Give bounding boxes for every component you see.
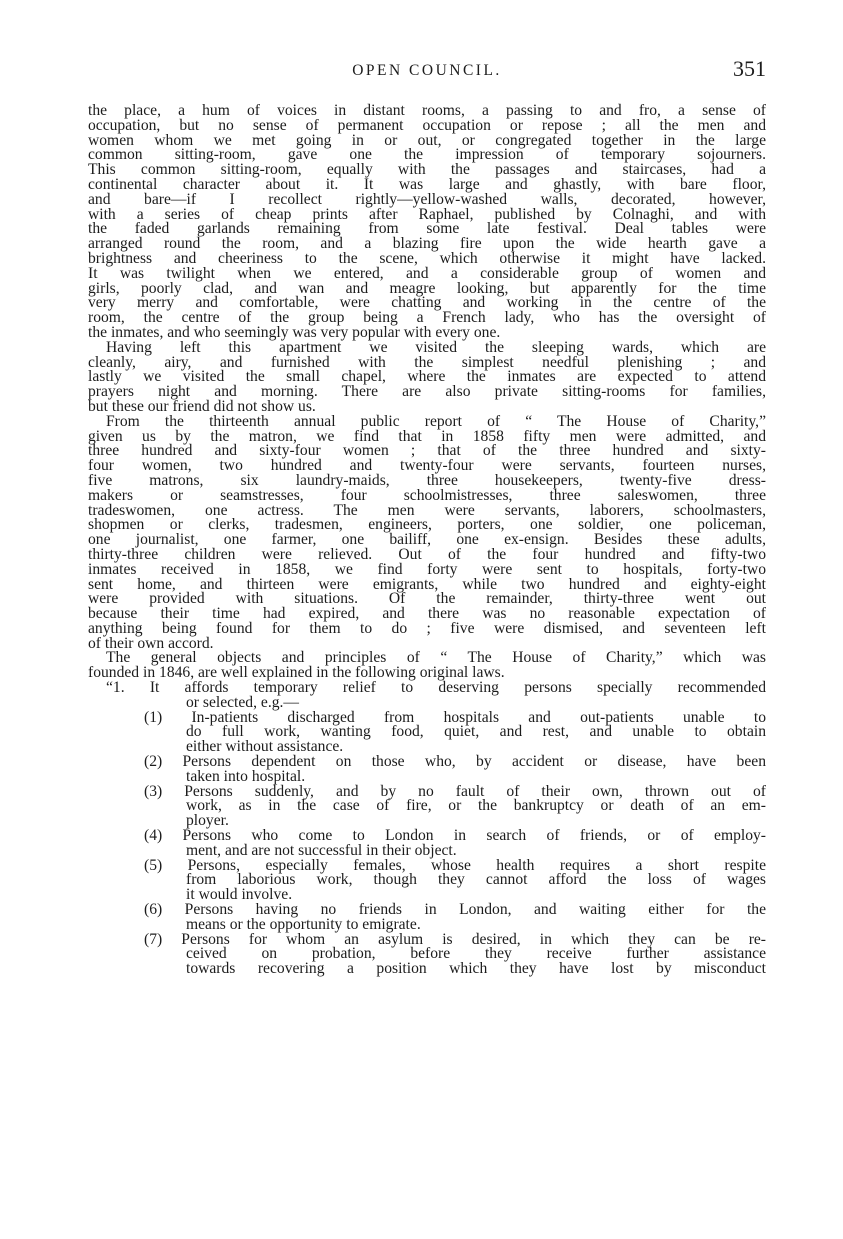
text-line: (5) Persons, especially females, whose health requires a short respite bbox=[144, 856, 766, 874]
text-line: means or the opportunity to emigrate. bbox=[186, 915, 421, 933]
text-line: given us by the matron, we find that in 1858 fifty men were admitted, and bbox=[88, 427, 766, 445]
body-text bbox=[88, 104, 766, 977]
text-line: cleanly, airy, and furnished with the simplest needful plenishing ; and bbox=[88, 353, 766, 371]
text-line: either without assistance. bbox=[186, 738, 344, 756]
text-line: and bare—if I recollect rightly—yellow-washed walls, decorated, however, bbox=[88, 190, 766, 208]
text-line: arranged round the room, and a blazing fire upon the wide hearth gave a bbox=[88, 235, 766, 253]
text-line: very merry and comfortable, were chatting and working in the centre of the bbox=[88, 294, 766, 312]
running-head: OPEN COUNCIL. bbox=[352, 62, 502, 79]
text-line: (4) Persons who come to London in search of friends, or of employ- bbox=[144, 827, 766, 845]
text-line: it would involve. bbox=[186, 886, 293, 904]
page-header bbox=[88, 56, 766, 86]
text-line: or selected, e.g.— bbox=[186, 693, 300, 711]
text-line: the inmates, and who seemingly was very popular with every one. bbox=[88, 323, 501, 341]
text-line: shopmen or clerks, tradesmen, engineers, porters, one soldier, one policeman, bbox=[88, 516, 766, 534]
text-line: inmates received in 1858, we find forty were sent to hospitals, forty-two bbox=[88, 560, 766, 578]
text-line: the place, a hum of voices in distant rooms, a passing to and fro, a sense of bbox=[88, 102, 766, 119]
text-line: do full work, wanting food, quiet, and rest, and unable to obtain bbox=[186, 723, 766, 741]
text-line: taken into hospital. bbox=[186, 767, 306, 785]
text-line: The general objects and principles of “ The House of Charity,” which was bbox=[106, 649, 766, 667]
text-line: work, as in the case of fire, or the bankruptcy or death of an em- bbox=[186, 797, 766, 815]
text-line: common sitting-room, gave one the impression of temporary sojourners. bbox=[88, 146, 766, 164]
text-line: because their time had expired, and there was no reasonable expectation of bbox=[88, 605, 766, 623]
text-line: the faded garlands remaining from some late festival. Deal tables were bbox=[88, 220, 766, 238]
text-line: ployer. bbox=[186, 812, 229, 830]
text-line: from laborious work, though they cannot afford the loss of wages bbox=[186, 871, 766, 889]
text-line: ceived on probation, before they receive further assistance bbox=[186, 945, 766, 963]
text-line: lastly we visited the small chapel, where the inmates are expected to attend bbox=[88, 368, 766, 386]
text-line: room, the centre of the group being a French lady, who has the oversight of bbox=[88, 309, 766, 327]
text-line: occupation, but no sense of permanent occupation or repose ; all the men and bbox=[88, 116, 766, 134]
text-line: This common sitting-room, equally with the passages and staircases, had a bbox=[88, 161, 766, 179]
text-line: were provided with situations. Of the remainder, thirty-three went out bbox=[88, 590, 766, 608]
text-line: women whom we met going in or out, or congregated together in the large bbox=[88, 131, 766, 149]
text-line: (7) Persons for whom an asylum is desired, in which they can be re- bbox=[144, 930, 766, 948]
page-number: 351 bbox=[733, 56, 766, 81]
text-line: tradeswomen, one actress. The men were servants, laborers, schoolmasters, bbox=[88, 501, 766, 519]
text-line: but these our friend did not show us. bbox=[88, 397, 316, 415]
text-line: thirty-three children were relieved. Out of the four hundred and fifty-two bbox=[88, 545, 766, 563]
text-line: four women, two hundred and twenty-four were servants, fourteen nurses, bbox=[88, 457, 766, 475]
text-line: girls, poorly clad, and wan and meagre looking, but apparently for the time bbox=[88, 279, 766, 297]
text-line: of their own accord. bbox=[88, 634, 214, 652]
text-line: (2) Persons dependent on those who, by accident or disease, have been bbox=[144, 753, 766, 771]
text-line: From the thirteenth annual public report of “ The House of Charity,” bbox=[106, 412, 766, 430]
text-line: one journalist, one farmer, one bailiff, one ex-ensign. Besides these adults, bbox=[88, 531, 766, 549]
text-line: makers or seamstresses, four schoolmistresses, three saleswomen, three bbox=[88, 486, 766, 504]
text-line: towards recovering a position which they have lost by misconduct bbox=[186, 960, 766, 978]
text-line: ment, and are not successful in their object. bbox=[186, 841, 457, 859]
text-line: prayers night and morning. There are also private sitting-rooms for families, bbox=[88, 383, 766, 401]
text-line: It was twilight when we entered, and a considerable group of women and bbox=[88, 264, 766, 282]
text-line: with a series of cheap prints after Raphael, published by Colnaghi, and with bbox=[88, 205, 766, 223]
text-line: Having left this apartment we visited the sleeping wards, which are bbox=[106, 338, 766, 356]
text-line: continental character about it. It was large and ghastly, with bare floor, bbox=[88, 175, 766, 193]
text-line: (3) Persons suddenly, and by no fault of their own, thrown out of bbox=[144, 782, 766, 800]
text-line: five matrons, six laundry-maids, three housekeepers, twenty-five dress- bbox=[88, 471, 766, 489]
text-line: (6) Persons having no friends in London, and waiting either for the bbox=[144, 901, 766, 919]
text-line: three hundred and sixty-four women ; that of the three hundred and sixty- bbox=[88, 442, 766, 460]
text-line: “1. It affords temporary relief to deserving persons specially recommended bbox=[106, 679, 766, 697]
text-line: founded in 1846, are well explained in the following original laws. bbox=[88, 664, 505, 682]
text-line: anything being found for them to do ; five were dismised, and seventeen left bbox=[88, 619, 766, 637]
text-line: brightness and cheeriness to the scene, which otherwise it might have lacked. bbox=[88, 249, 766, 267]
text-line: sent home, and thirteen were emigrants, while two hundred and eighty-eight bbox=[88, 575, 766, 593]
text-line: (1) In-patients discharged from hospitals and out-patients unable to bbox=[144, 708, 766, 726]
